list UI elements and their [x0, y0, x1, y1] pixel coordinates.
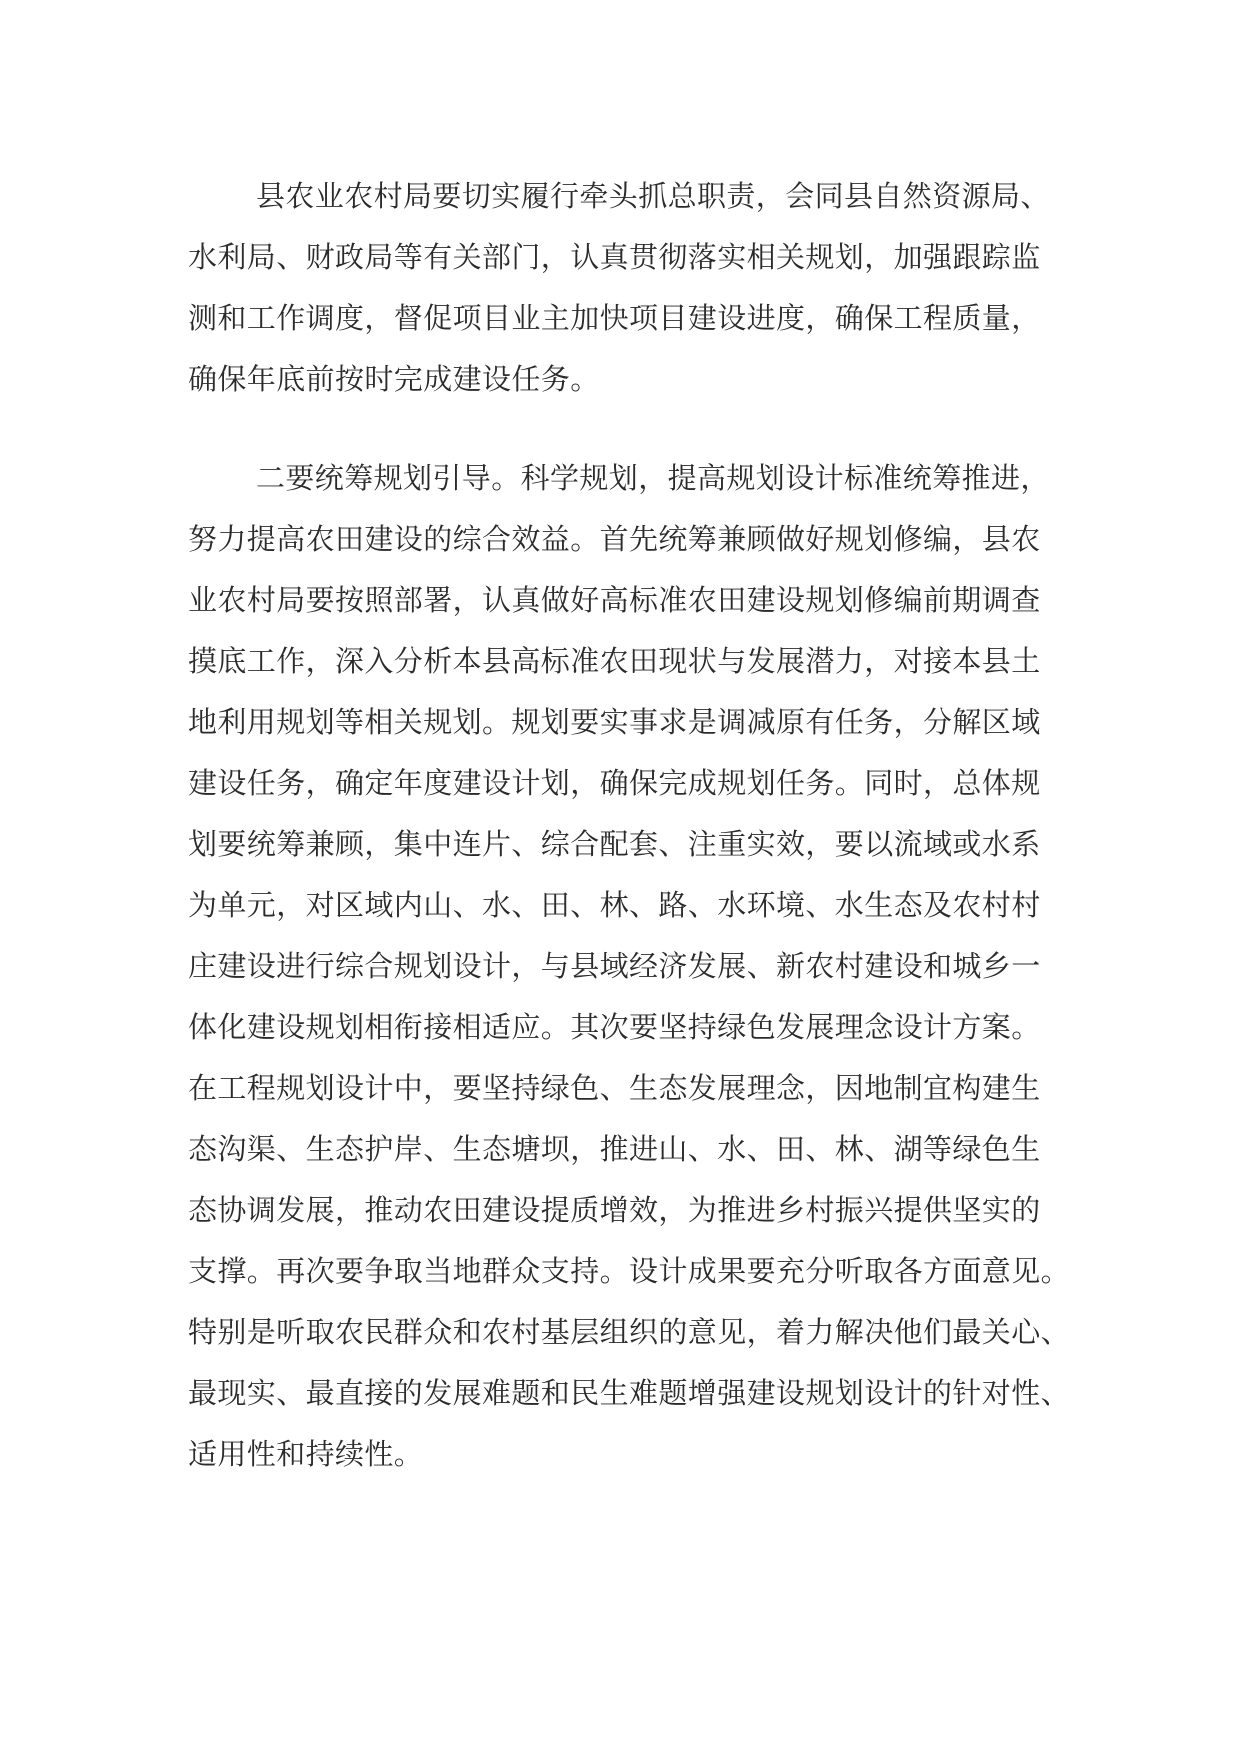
text-line: 特别是听取农民群众和农村基层组织的意见，着力解决他们最关心、	[188, 1315, 1071, 1349]
paragraph-1	[188, 166, 1068, 410]
text-line: 业农村局要按照部署，认真做好高标准农田建设规划修编前期调查	[188, 583, 1041, 617]
text-line: 建设任务，确定年度建设计划，确保完成规划任务。同时，总体规	[188, 766, 1041, 800]
text-line: 划要统筹兼顾，集中连片、综合配套、注重实效，要以流域或水系	[188, 827, 1041, 861]
text-line: 支撑。再次要争取当地群众支持。设计成果要充分听取各方面意见。	[188, 1254, 1071, 1288]
paragraph-spacer	[188, 410, 1068, 448]
text-line: 二要统筹规划引导。科学规划，提高规划设计标准统筹推进，	[256, 461, 1050, 495]
text-line: 测和工作调度，督促项目业主加快项目建设进度，确保工程质量，	[188, 301, 1041, 335]
text-line: 最现实、最直接的发展难题和民生难题增强建设规划设计的针对性、	[188, 1376, 1071, 1410]
text-line: 地利用规划等相关规划。规划要实事求是调减原有任务，分解区域	[188, 705, 1041, 739]
text-line: 确保年底前按时完成建设任务。	[188, 362, 600, 396]
text-line: 在工程规划设计中，要坚持绿色、生态发展理念，因地制宜构建生	[188, 1071, 1041, 1105]
text-line: 体化建设规划相衔接相适应。其次要坚持绿色发展理念设计方案。	[188, 1010, 1041, 1044]
text-line: 摸底工作，深入分析本县高标准农田现状与发展潜力，对接本县土	[188, 644, 1041, 678]
document-body	[188, 166, 1071, 1485]
text-line: 态沟渠、生态护岸、生态塘坝，推进山、水、田、林、湖等绿色生	[188, 1132, 1041, 1166]
text-line: 适用性和持续性。	[188, 1437, 424, 1471]
text-line: 为单元，对区域内山、水、田、林、路、水环境、水生态及农村村	[188, 888, 1041, 922]
paragraph-2	[188, 448, 1071, 1485]
text-line: 水利局、财政局等有关部门，认真贯彻落实相关规划，加强跟踪监	[188, 240, 1041, 274]
text-line: 县农业农村局要切实履行牵头抓总职责，会同县自然资源局、	[256, 179, 1050, 213]
text-line: 庄建设进行综合规划设计，与县域经济发展、新农村建设和城乡一	[188, 949, 1041, 983]
text-line: 态协调发展，推动农田建设提质增效，为推进乡村振兴提供坚实的	[188, 1193, 1041, 1227]
text-line: 努力提高农田建设的综合效益。首先统筹兼顾做好规划修编，县农	[188, 522, 1041, 556]
